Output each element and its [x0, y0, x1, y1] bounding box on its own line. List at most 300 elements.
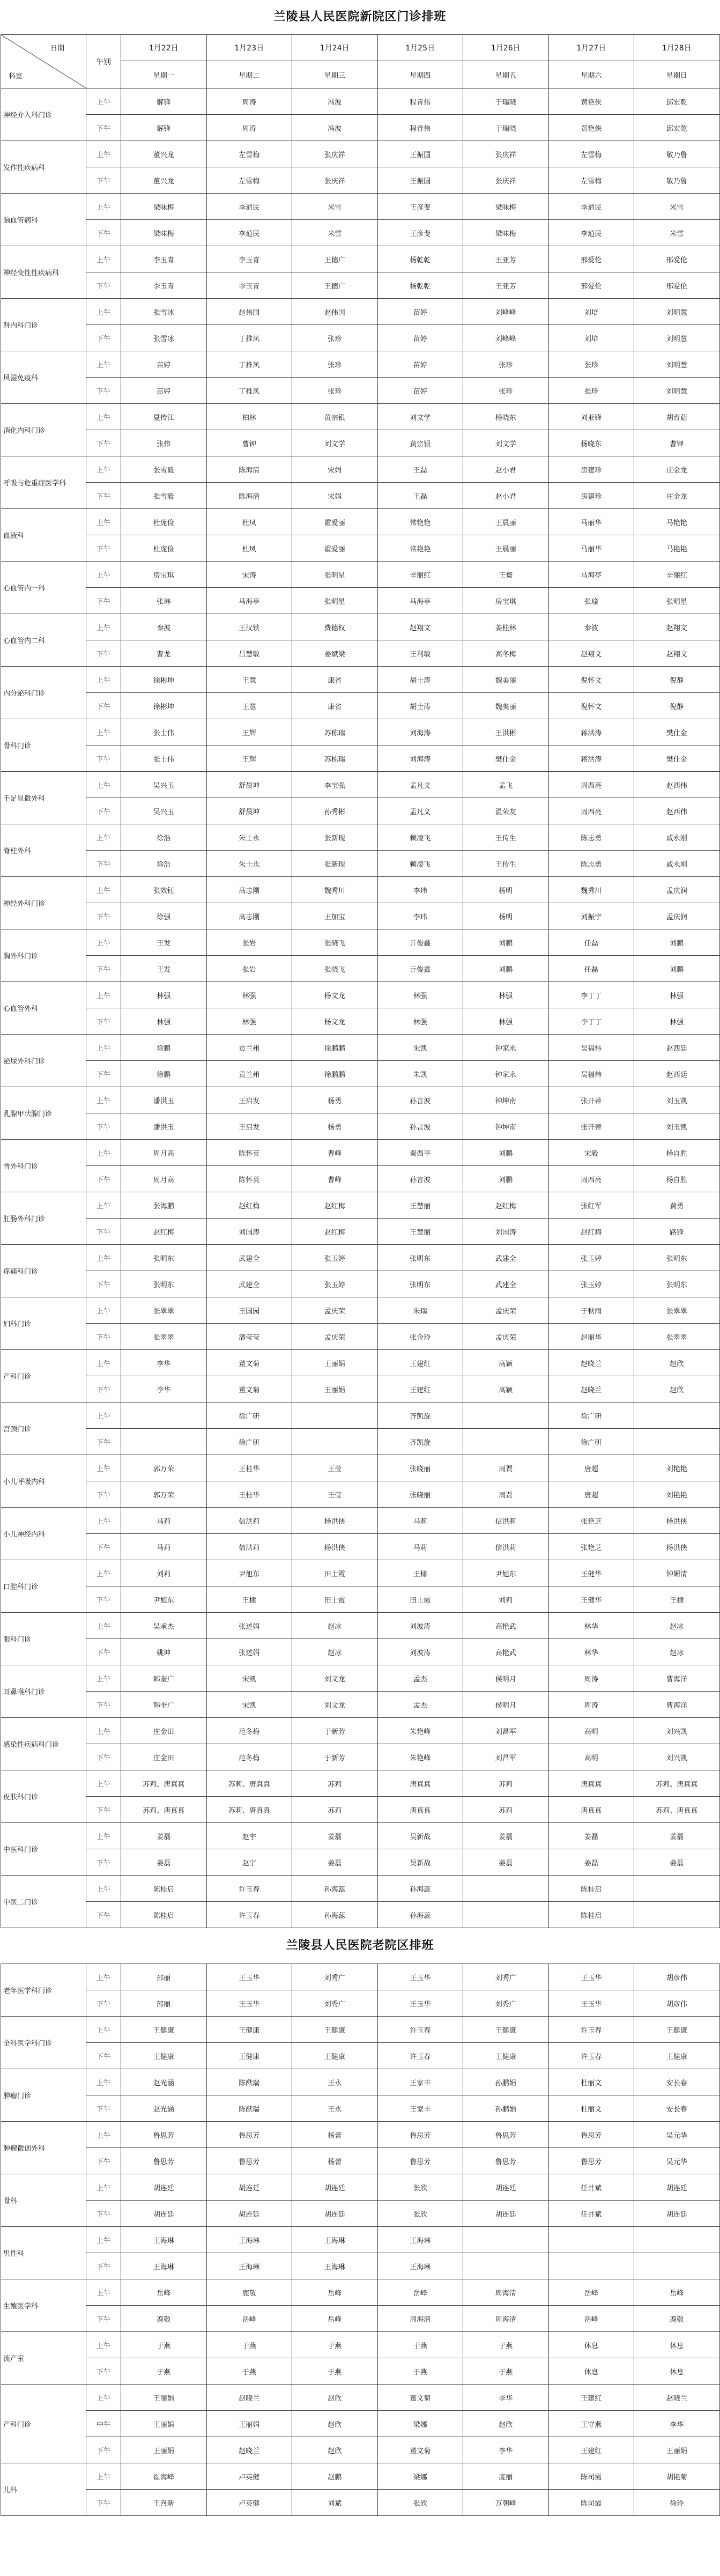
slot-cell: 上午 — [86, 246, 121, 272]
doctor-cell — [634, 1876, 720, 1902]
header-corner-cell — [1, 35, 86, 88]
doctor-cell: 苏莉、唐真真 — [206, 1797, 292, 1823]
doctor-cell: 王守燕 — [548, 2411, 634, 2437]
doctor-cell: 姜磊 — [548, 1823, 634, 1849]
schedule-row — [1, 2253, 720, 2279]
doctor-cell: 敬乃鲁 — [634, 167, 720, 194]
doctor-cell: 陈桂启 — [121, 1902, 207, 1928]
doctor-cell: 王桂华 — [206, 1455, 292, 1481]
doctor-cell — [548, 2227, 634, 2253]
schedule-row — [1, 2411, 720, 2437]
slot-cell: 上午 — [86, 1718, 121, 1744]
doctor-cell: 陈桂启 — [548, 1902, 634, 1928]
doctor-cell: 赵红梅 — [548, 1219, 634, 1245]
schedule-row — [1, 2069, 720, 2095]
slot-cell: 上午 — [86, 351, 121, 378]
doctor-cell: 王玉华 — [206, 1964, 292, 1990]
doctor-cell: 李华 — [463, 2385, 549, 2411]
doctor-cell: 梁味梅 — [121, 194, 207, 220]
doctor-cell: 朱士永 — [206, 851, 292, 877]
doctor-cell: 武建全 — [206, 1271, 292, 1297]
doctor-cell: 胡连廷 — [121, 2174, 207, 2201]
doctor-cell: 胡彦伟 — [634, 1964, 720, 1990]
doctor-cell: 王德广 — [292, 272, 378, 299]
doctor-cell: 孙海蕊 — [292, 1902, 378, 1928]
slot-cell: 上午 — [86, 1035, 121, 1061]
doctor-cell: 王玉华 — [548, 1990, 634, 2017]
doctor-cell: 李玉青 — [206, 272, 292, 299]
schedule-row — [1, 1770, 720, 1797]
doctor-cell: 刘国涛 — [206, 1219, 292, 1245]
doctor-cell: 刘鹏 — [634, 956, 720, 982]
doctor-cell: 范冬梅 — [206, 1744, 292, 1770]
schedule-row — [1, 982, 720, 1008]
doctor-cell: 马莉 — [377, 1508, 463, 1534]
doctor-cell: 张明星 — [292, 562, 378, 588]
slot-cell: 上午 — [86, 1245, 121, 1271]
doctor-cell: 信洪莉 — [206, 1508, 292, 1534]
slot-cell: 上午 — [86, 1964, 121, 1990]
doctor-cell: 刘鹏 — [463, 1166, 549, 1192]
doctor-cell: 赵冰 — [292, 1613, 378, 1639]
schedule-row — [1, 378, 720, 404]
doctor-cell: 孙秀彬 — [292, 798, 378, 824]
doctor-cell: 王丽娟 — [121, 2385, 207, 2411]
schedule-row — [1, 2148, 720, 2174]
doctor-cell — [463, 2253, 549, 2279]
schedule-row — [1, 2017, 720, 2043]
doctor-cell: 鹿敬 — [121, 2306, 207, 2332]
schedule-row — [1, 456, 720, 483]
doctor-cell: 鲁思芳 — [377, 2148, 463, 2174]
doctor-cell: 孙鹏娟 — [463, 2069, 549, 2095]
doctor-cell: 赵小君 — [463, 483, 549, 509]
doctor-cell: 曹海洋 — [634, 1692, 720, 1718]
doctor-cell: 于瑞晓 — [463, 88, 549, 115]
doctor-cell: 赵欣 — [292, 2411, 378, 2437]
doctor-cell: 苏莉、唐真真 — [634, 1797, 720, 1823]
doctor-cell: 钟家永 — [463, 1035, 549, 1061]
doctor-cell: 王家丰 — [377, 2069, 463, 2095]
slot-cell: 下午 — [86, 378, 121, 404]
doctor-cell: 赵欣 — [292, 2437, 378, 2463]
doctor-cell: 徐浩 — [121, 824, 207, 851]
doctor-cell — [634, 2253, 720, 2279]
doctor-cell: 齐凯旋 — [377, 1403, 463, 1429]
doctor-cell — [634, 2227, 720, 2253]
doctor-cell: 张开蒂 — [548, 1087, 634, 1113]
doctor-cell: 张晓飞 — [292, 956, 378, 982]
doctor-cell: 陈志勇 — [548, 824, 634, 851]
doctor-cell: 王彦斐 — [377, 220, 463, 246]
doctor-cell: 尹旭东 — [121, 1586, 207, 1613]
doctor-cell: 刘波涛 — [377, 1613, 463, 1639]
slot-cell: 上午 — [86, 509, 121, 535]
department-name: 小儿神经内科 — [1, 1508, 86, 1560]
doctor-cell: 刘艳艳 — [634, 1455, 720, 1481]
doctor-cell: 王辉 — [206, 719, 292, 746]
header-weekday: 星期二 — [206, 61, 292, 88]
slot-cell: 下午 — [86, 1166, 121, 1192]
doctor-cell: 王慧 — [206, 693, 292, 719]
doctor-cell: 王健康 — [634, 2043, 720, 2069]
doctor-cell: 程青伟 — [377, 88, 463, 115]
doctor-cell: 王利敏 — [377, 640, 463, 667]
doctor-cell: 许玉春 — [548, 2043, 634, 2069]
doctor-cell: 林强 — [206, 982, 292, 1008]
schedule-row — [1, 2306, 720, 2332]
department-name: 中医二门诊 — [1, 1876, 86, 1928]
slot-cell: 下午 — [86, 1849, 121, 1876]
doctor-cell: 赵欣 — [292, 2385, 378, 2411]
doctor-cell: 杜庞俭 — [121, 509, 207, 535]
slot-cell: 下午 — [86, 693, 121, 719]
doctor-cell: 王丽娟 — [292, 1376, 378, 1403]
doctor-cell: 路锋 — [634, 1219, 720, 1245]
doctor-cell: 尹旭东 — [463, 1560, 549, 1586]
doctor-cell: 田士霞 — [292, 1560, 378, 1586]
doctor-cell: 范冬梅 — [206, 1718, 292, 1744]
doctor-cell: 张述娟 — [206, 1639, 292, 1665]
doctor-cell: 刘波涛 — [377, 1639, 463, 1665]
doctor-cell: 吴兴玉 — [121, 798, 207, 824]
doctor-cell: 房宝琪 — [463, 588, 549, 614]
doctor-cell: 周月高 — [121, 1166, 207, 1192]
slot-cell: 上午 — [86, 929, 121, 956]
doctor-cell: 吴元华 — [634, 2122, 720, 2148]
schedule-row — [1, 1849, 720, 1876]
doctor-cell: 康省 — [292, 667, 378, 693]
doctor-cell: 赵晓兰 — [634, 2385, 720, 2411]
doctor-cell: 徐彬坤 — [121, 667, 207, 693]
doctor-cell: 王丽娟 — [292, 1350, 378, 1376]
doctor-cell: 杜凤 — [206, 535, 292, 562]
schedule-row — [1, 2490, 720, 2516]
doctor-cell: 刘秀广 — [463, 1964, 549, 1990]
doctor-cell: 张翠翠 — [121, 1297, 207, 1324]
slot-cell: 上午 — [86, 1087, 121, 1113]
doctor-cell: 刘艳艳 — [634, 1481, 720, 1508]
doctor-cell: 曹海洋 — [634, 1665, 720, 1692]
schedule-row — [1, 2332, 720, 2358]
department-name: 血液科 — [1, 509, 86, 562]
doctor-cell: 王辉 — [206, 746, 292, 772]
doctor-cell: 潘洪玉 — [121, 1113, 207, 1140]
doctor-cell: 樊仕金 — [463, 746, 549, 772]
doctor-cell: 秦西平 — [377, 1140, 463, 1166]
doctor-cell: 赖凌飞 — [377, 851, 463, 877]
doctor-cell: 郭万荣 — [121, 1455, 207, 1481]
department-name: 乳腺甲状腺门诊 — [1, 1087, 86, 1140]
slot-cell: 下午 — [86, 1639, 121, 1665]
doctor-cell: 孟庆荣 — [463, 1297, 549, 1324]
doctor-cell: 曹龙 — [121, 640, 207, 667]
doctor-cell: 林华 — [548, 1639, 634, 1665]
doctor-cell: 王磊 — [377, 456, 463, 483]
doctor-cell: 潘洪玉 — [121, 1087, 207, 1113]
schedule-row — [1, 1192, 720, 1219]
doctor-cell: 王海琳 — [377, 2253, 463, 2279]
doctor-cell: 李逍民 — [548, 194, 634, 220]
doctor-cell: 徐鹏 — [121, 1061, 207, 1087]
doctor-cell: 倪怀文 — [548, 667, 634, 693]
doctor-cell: 刘亚锋 — [548, 404, 634, 430]
doctor-cell: 米雪 — [292, 220, 378, 246]
doctor-cell: 王磊 — [377, 483, 463, 509]
doctor-cell: 高颖 — [463, 1376, 549, 1403]
doctor-cell: 王启发 — [206, 1113, 292, 1140]
doctor-cell: 周月高 — [121, 1140, 207, 1166]
doctor-cell: 陈海清 — [206, 483, 292, 509]
doctor-cell: 陈怀英 — [206, 1166, 292, 1192]
doctor-cell: 林强 — [121, 982, 207, 1008]
doctor-cell: 张珍 — [292, 325, 378, 351]
slot-cell: 上午 — [86, 772, 121, 798]
doctor-cell: 宋凯 — [206, 1665, 292, 1692]
doctor-cell: 高志刚 — [206, 903, 292, 929]
doctor-cell: 苏栋瑞 — [292, 719, 378, 746]
doctor-cell: 孙言波 — [377, 1087, 463, 1113]
doctor-cell: 宋涛 — [206, 562, 292, 588]
doctor-cell — [548, 2253, 634, 2279]
doctor-cell: 吴新战 — [377, 1823, 463, 1849]
schedule-row — [1, 1113, 720, 1140]
slot-cell: 下午 — [86, 2437, 121, 2463]
doctor-cell: 信洪莉 — [206, 1534, 292, 1560]
doctor-cell: 王健康 — [634, 2017, 720, 2043]
doctor-cell: 苏莉 — [463, 1770, 549, 1797]
doctor-cell: 任磊 — [548, 929, 634, 956]
doctor-cell: 邱宏乾 — [634, 115, 720, 141]
doctor-cell — [463, 1403, 549, 1429]
doctor-cell: 朱艳峰 — [377, 1744, 463, 1770]
doctor-cell: 张翠翠 — [634, 1297, 720, 1324]
schedule-row — [1, 167, 720, 194]
header-row-dates — [1, 35, 720, 61]
doctor-cell: 周涛 — [206, 88, 292, 115]
doctor-cell: 常艳艳 — [377, 535, 463, 562]
slot-cell: 下午 — [86, 1008, 121, 1035]
department-name: 全科医学科门诊 — [1, 2017, 86, 2069]
doctor-cell: 赵光涵 — [121, 2095, 207, 2122]
doctor-cell: 鲁思芳 — [121, 2122, 207, 2148]
schedule-row — [1, 1692, 720, 1718]
doctor-cell: 张庆祥 — [463, 167, 549, 194]
doctor-cell: 张明星 — [292, 588, 378, 614]
doctor-cell: 邢爱伦 — [634, 272, 720, 299]
doctor-cell: 赵欣 — [463, 2411, 549, 2437]
doctor-cell: 张翠翠 — [634, 1324, 720, 1350]
slot-cell: 下午 — [86, 746, 121, 772]
slot-cell: 上午 — [86, 2463, 121, 2490]
doctor-cell: 张玉婷 — [548, 1245, 634, 1271]
doctor-cell: 杨蕾 — [292, 2122, 378, 2148]
doctor-cell: 董文菊 — [377, 2437, 463, 2463]
doctor-cell: 刘兴凯 — [634, 1718, 720, 1744]
doctor-cell: 韩奎广 — [121, 1665, 207, 1692]
doctor-cell: 刘明慧 — [634, 299, 720, 325]
doctor-cell: 王健康 — [292, 2017, 378, 2043]
doctor-cell: 刘振宇 — [548, 903, 634, 929]
department-name: 消化内科门诊 — [1, 404, 86, 456]
slot-cell: 下午 — [86, 1113, 121, 1140]
doctor-cell: 张新现 — [292, 824, 378, 851]
doctor-cell — [634, 1403, 720, 1429]
doctor-cell: 张瑜 — [548, 588, 634, 614]
doctor-cell: 张开蒂 — [548, 1113, 634, 1140]
schedule-row — [1, 562, 720, 588]
doctor-cell: 鲁思芳 — [463, 2122, 549, 2148]
slot-cell: 上午 — [86, 194, 121, 220]
doctor-cell: 杜丽文 — [548, 2095, 634, 2122]
doctor-cell: 吴元华 — [634, 2148, 720, 2174]
doctor-cell: 陈志勇 — [548, 851, 634, 877]
doctor-cell: 刘玉凯 — [634, 1113, 720, 1140]
doctor-cell: 王发 — [121, 929, 207, 956]
doctor-cell: 刘文学 — [463, 430, 549, 456]
schedule-row — [1, 246, 720, 272]
doctor-cell: 张庆祥 — [292, 141, 378, 167]
schedule-row — [1, 929, 720, 956]
doctor-cell: 唐真真 — [548, 1770, 634, 1797]
doctor-cell: 姜桂林 — [463, 614, 549, 640]
doctor-cell: 杨洪侠 — [634, 1534, 720, 1560]
schedule-row — [1, 1455, 720, 1481]
doctor-cell: 张珍 — [548, 351, 634, 378]
doctor-cell: 王莹 — [292, 1455, 378, 1481]
doctor-cell: 魏秀川 — [548, 877, 634, 903]
doctor-cell: 邵丽 — [121, 1964, 207, 1990]
doctor-cell: 邵丽 — [121, 1990, 207, 2017]
doctor-cell: 许玉春 — [206, 1876, 292, 1902]
doctor-cell: 于瑞晓 — [463, 115, 549, 141]
schedule-row — [1, 404, 720, 430]
doctor-cell: 庄金田 — [121, 1744, 207, 1770]
doctor-cell: 冯波 — [292, 115, 378, 141]
schedule-row — [1, 1481, 720, 1508]
doctor-cell: 鲁思芳 — [206, 2148, 292, 2174]
doctor-cell: 岳峰 — [634, 2279, 720, 2306]
slot-cell: 上午 — [86, 456, 121, 483]
doctor-cell: 刘文龙 — [292, 1665, 378, 1692]
doctor-cell — [634, 1902, 720, 1928]
doctor-cell: 万朝峰 — [463, 2490, 549, 2516]
doctor-cell: 赵红梅 — [463, 1192, 549, 1219]
doctor-cell: 王喜新 — [121, 2490, 207, 2516]
doctor-cell: 杨洪侠 — [292, 1534, 378, 1560]
doctor-cell: 杨乾乾 — [377, 246, 463, 272]
department-name: 内分泌科门诊 — [1, 667, 86, 719]
doctor-cell: 朱士永 — [206, 824, 292, 851]
schedule-row — [1, 746, 720, 772]
header-date: 1月22日 — [121, 35, 207, 61]
doctor-cell: 苏莉、唐真真 — [121, 1770, 207, 1797]
doctor-cell: 舒晨坤 — [206, 772, 292, 798]
doctor-cell: 张珍 — [292, 351, 378, 378]
doctor-cell: 张雪冰 — [121, 325, 207, 351]
slot-cell: 下午 — [86, 2148, 121, 2174]
doctor-cell: 王国园 — [206, 1297, 292, 1324]
doctor-cell: 韩奎广 — [121, 1692, 207, 1718]
schedule-row — [1, 1534, 720, 1560]
slot-cell: 下午 — [86, 535, 121, 562]
doctor-cell: 周海清 — [463, 2306, 549, 2332]
doctor-cell: 张新现 — [292, 851, 378, 877]
doctor-cell: 王亚芳 — [463, 246, 549, 272]
slot-cell: 上午 — [86, 2017, 121, 2043]
doctor-cell: 唐真真 — [548, 1797, 634, 1823]
doctor-cell: 刘斌 — [292, 2490, 378, 2516]
doctor-cell: 杨自胜 — [634, 1166, 720, 1192]
doctor-cell: 王桂华 — [206, 1481, 292, 1508]
doctor-cell: 姜磊 — [463, 1849, 549, 1876]
header-date: 1月25日 — [377, 35, 463, 61]
department-name: 儿科 — [1, 2463, 86, 2516]
doctor-cell: 刘培 — [548, 325, 634, 351]
doctor-cell: 姜磊 — [292, 1849, 378, 1876]
doctor-cell: 张岩 — [206, 956, 292, 982]
doctor-cell: 王彦斐 — [377, 194, 463, 220]
doctor-cell: 鲁思芳 — [377, 2122, 463, 2148]
doctor-cell: 魏美丽 — [463, 667, 549, 693]
doctor-cell: 王海琳 — [206, 2253, 292, 2279]
doctor-cell: 马丽华 — [548, 509, 634, 535]
doctor-cell: 霍爱丽 — [292, 535, 378, 562]
doctor-cell: 赵鹏 — [292, 2463, 378, 2490]
slot-cell: 上午 — [86, 1560, 121, 1586]
doctor-cell: 张珍 — [292, 378, 378, 404]
doctor-cell: 赵翔文 — [634, 640, 720, 667]
doctor-cell: 苏莉 — [292, 1770, 378, 1797]
schedule-row — [1, 115, 720, 141]
schedule-row — [1, 824, 720, 851]
slot-cell: 下午 — [86, 2306, 121, 2332]
doctor-cell: 李逍民 — [206, 220, 292, 246]
doctor-cell: 王启发 — [206, 1087, 292, 1113]
schedule-row — [1, 1876, 720, 1902]
doctor-cell: 王振国 — [377, 141, 463, 167]
doctor-cell: 许玉春 — [206, 1902, 292, 1928]
department-name: 口腔科门诊 — [1, 1560, 86, 1613]
doctor-cell: 庄金龙 — [634, 456, 720, 483]
doctor-cell: 苗婷 — [121, 351, 207, 378]
doctor-cell: 王玉华 — [548, 1964, 634, 1990]
doctor-cell: 刘培 — [548, 299, 634, 325]
doctor-cell: 邢爱伦 — [548, 246, 634, 272]
doctor-cell: 王建红 — [548, 2437, 634, 2463]
doctor-cell: 朱瑞 — [377, 1297, 463, 1324]
doctor-cell: 赵翔文 — [377, 614, 463, 640]
doctor-cell: 费德权 — [292, 614, 378, 640]
doctor-cell: 王传生 — [463, 824, 549, 851]
department-name: 手足显微外科 — [1, 772, 86, 824]
doctor-cell: 杨文龙 — [292, 982, 378, 1008]
doctor-cell: 于燕 — [121, 2358, 207, 2385]
doctor-cell: 李玮 — [377, 903, 463, 929]
doctor-cell: 刘峰峰 — [463, 325, 549, 351]
header-weekday: 星期四 — [377, 61, 463, 88]
slot-cell: 上午 — [86, 1297, 121, 1324]
doctor-cell: 陈司霞 — [548, 2490, 634, 2516]
slot-cell: 上午 — [86, 2174, 121, 2201]
slot-cell: 下午 — [86, 1271, 121, 1297]
schedule-row — [1, 535, 720, 562]
doctor-cell — [121, 1403, 207, 1429]
schedule-row — [1, 851, 720, 877]
doctor-cell: 任磊 — [548, 956, 634, 982]
doctor-cell: 敬乃鲁 — [634, 141, 720, 167]
doctor-cell: 胡连廷 — [292, 2201, 378, 2227]
